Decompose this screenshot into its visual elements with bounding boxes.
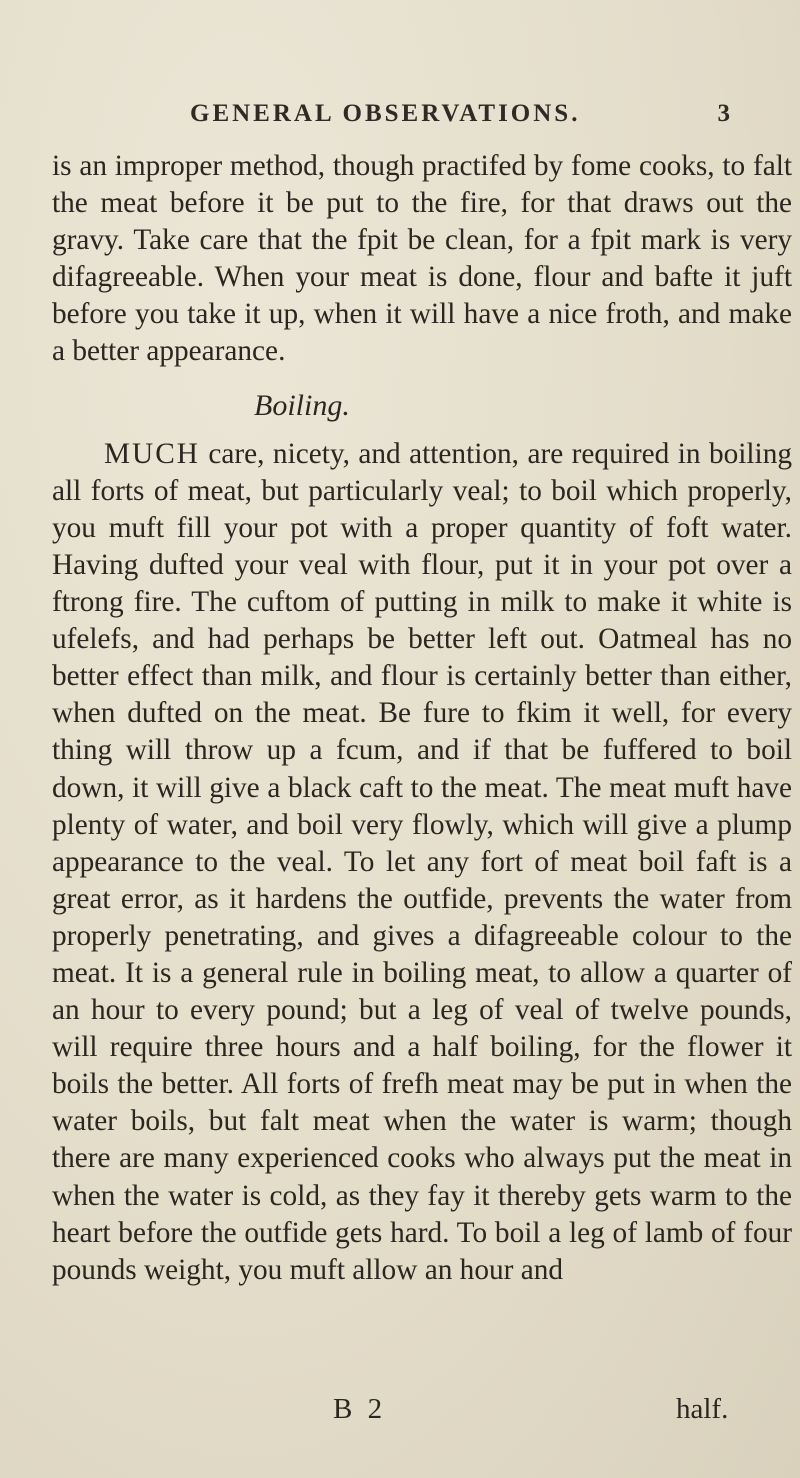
page-number: 3	[717, 100, 730, 127]
running-header	[190, 100, 730, 128]
signature-mark: B 2	[333, 1393, 387, 1425]
running-title: GENERAL OBSERVATIONS.	[190, 100, 581, 127]
body-text	[52, 148, 792, 1289]
paragraph-continued: is an improper method, though practifed by fome cooks, to falt the meat before it be put to the fire, for that draws out the gravy. Take care that the fpit be clean, for a fpit mark is very difagreeable. When your meat is done, flour and bafte it juft before you take it up, when it will have a nice froth, and make a better appearance.	[52, 150, 792, 368]
section-heading: Boiling.	[254, 388, 350, 422]
paragraph-boiling-text: care, nicety, and attention, are required in boiling all forts of meat, but particularly veal; to boil which properly, you muft fill your pot with a proper quantity of foft water. Having dufted your veal with flour, put it in your pot over a ftrong fire. The cuftom of putting in milk to make it white is ufelefs, and had perhaps be better left out. Oatmeal has no better effect than milk, and flour is certainly better than either, when dufted on the meat. Be fure to fkim it well, for every thing will throw up a fcum, and if that be fuffered to boil down, it will give a black caft to the meat. The meat muft have plenty of water, and boil very flowly, which will give a plump appearance to the veal. To let any fort of meat boil faft is a great error, as it hardens the outfide, prevents the water from properly penetrating, and gives a difagreeable colour to the meat. It is a general rule in boiling meat, to allow a quarter of an hour to every pound; but a leg of veal of twelve pounds, will require three hours and a half boiling, for the flower it boils the better. All forts of frefh meat may be put in when the water boils, but falt meat when the water is warm; though there are many experienced cooks who always put the meat in when the water is cold, as they fay it thereby gets warm to the heart before the outfide gets hard. To boil a leg of lamb of four pounds weight, you muft allow an hour and	[52, 437, 792, 1286]
paragraph-boiling	[52, 436, 792, 1289]
page-footer	[0, 1393, 800, 1433]
paragraph-lead-word: MUCH	[104, 437, 200, 470]
catchword: half.	[676, 1393, 729, 1425]
